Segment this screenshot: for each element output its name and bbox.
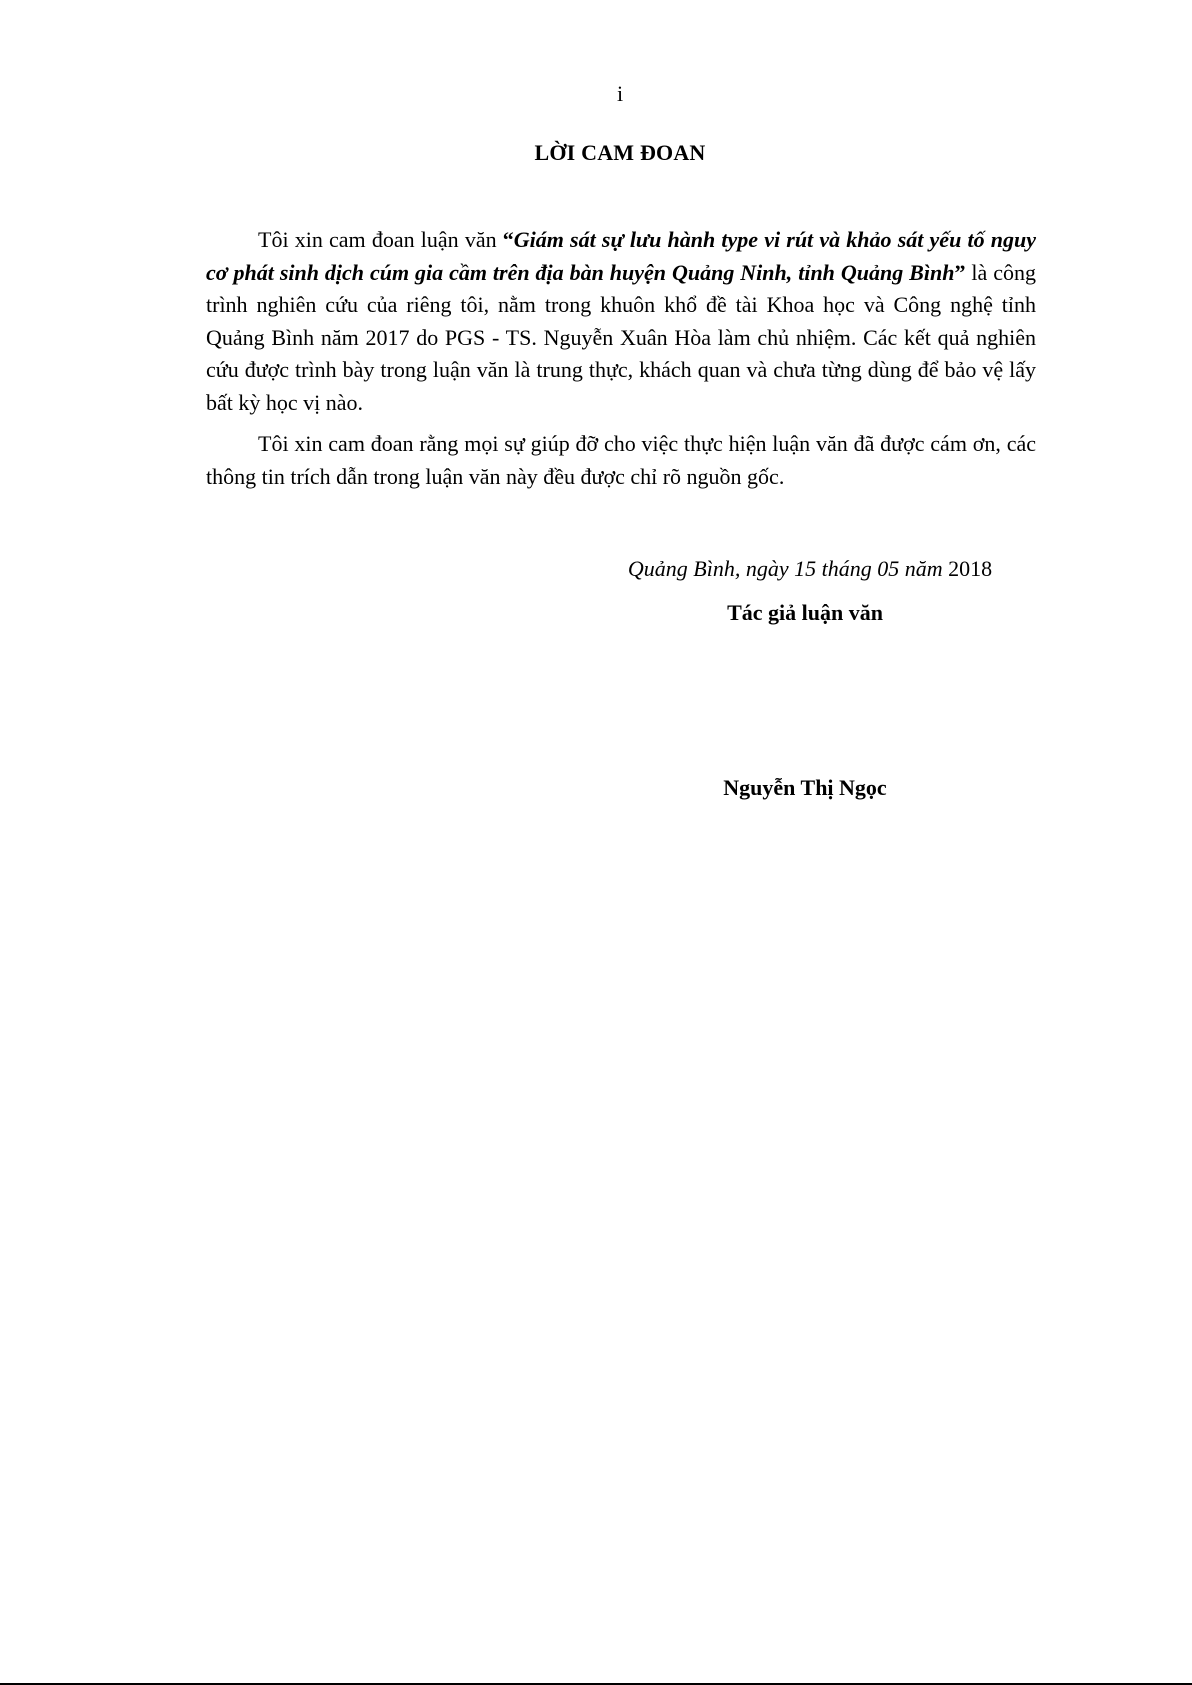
thesis-title: Giám sát sự lưu hành type vi rút và khảo sát yếu tố nguy cơ phát sinh dịch cúm gia cầm trên địa bàn huyện Quảng Ninh, tỉnh Quảng Bình [206,227,1036,285]
close-quote: ” [954,259,966,285]
paragraph-1-rest: là công trình nghiên cứu của riêng tôi, nằm trong khuôn khổ đề tài Khoa học và Công nghệ tỉnh Quảng Bình năm 2017 do PGS - TS. Nguyễn Xuân Hòa làm chủ nhiệm. Các kết quả nghiên cứu được trình bày trong luận văn là trung thực, khách quan và chưa từng dùng để bảo vệ lấy bất kỳ học vị nào. [206,259,1036,415]
page-title: LỜI CAM ĐOAN [534,140,706,165]
declaration-paragraph-2: Tôi xin cam đoan rằng mọi sự giúp đỡ cho việc thực hiện luận văn đã được cám ơn, các thông tin trích dẫn trong luận văn này đều được chỉ rõ nguồn gốc. [206,431,1036,489]
declaration-body [206,224,1036,502]
open-quote: “ [502,227,514,252]
signature-date [560,554,1060,584]
author-name: Nguyễn Thị Ngọc [723,775,887,800]
declaration-paragraph-1 [206,224,1036,419]
author-role: Tác giả luận văn [727,600,883,625]
paragraph-1-intro: Tôi xin cam đoan luận văn [258,227,503,252]
signature-date-year: 2018 [942,556,993,581]
page-number: i [616,81,624,106]
signature-date-place: Quảng Bình, ngày 15 tháng 05 năm [627,556,943,581]
